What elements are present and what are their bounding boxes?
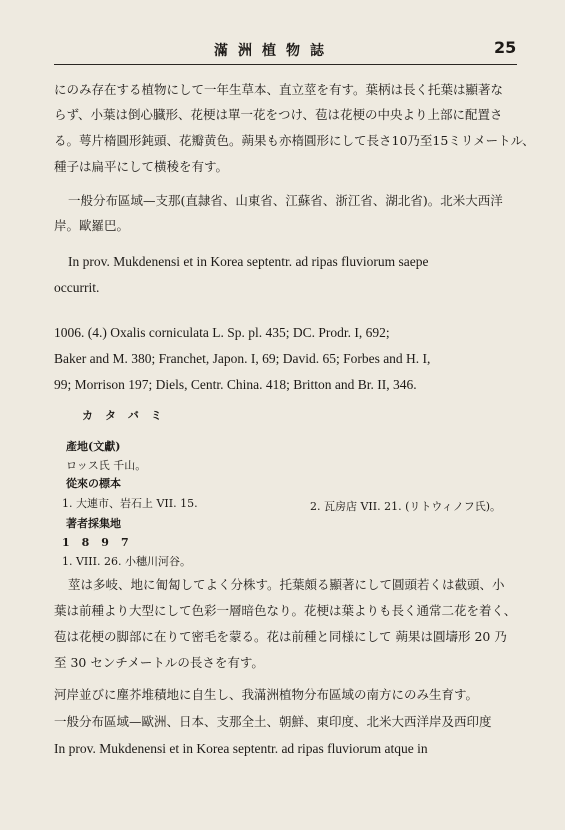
habitat-line: 河岸並びに塵芥堆積地に自生し、我滿洲植物分布區域の南方にのみ生育す。 (54, 687, 479, 702)
para1-line-2: らず、小葉は倒心臓形、花梗は單一花をつけ、苞は花梗の中央より上部に配置さ (54, 107, 503, 122)
page-number: 25 (494, 38, 517, 57)
para2-line-3: 苞は花梗の脚部に在りて密毛を蒙る。花は前種と同様にして 蒴果は圓壔形 20 乃 (54, 629, 507, 644)
specimen-1: 1. 大連市、岩石上 VII. 15. (62, 497, 198, 510)
dist1-line-1: 一般分布區域—支那(直隷省、山東省、江蘇省、浙江省、湖北省)。北米大西洋 (68, 193, 503, 208)
para2-line-4: 至 30 センチメートルの長さを有す。 (54, 655, 264, 670)
header-rule (54, 64, 517, 65)
para1-line-1: にのみ存在する植物にして一年生草本、直立莖を有す。葉柄は長く托葉は顯著な (54, 82, 504, 97)
page-header (0, 36, 565, 60)
para1-line-3: る。萼片楕圓形鈍頭、花瓣黄色。蒴果も亦楕圓形にして長さ10乃至15ミリメートル、 (54, 133, 535, 148)
japanese-name: カタバミ (82, 409, 174, 422)
dist1-line-2: 岸。歐羅巴。 (54, 218, 130, 233)
running-title: 滿洲植物誌 (214, 43, 334, 59)
para1-line-4: 種子は扁平にして横稜を有す。 (54, 159, 229, 174)
localities-heading: 產地(文獻) (66, 440, 121, 453)
latin2-line: In prov. Mukdenensi et in Korea septentr. ad ripas fluviorum atque in (54, 741, 428, 756)
collected-1: 1. VIII. 26. 小穗川河谷。 (62, 555, 191, 568)
para2-line-1: 莖は多岐、地に匍匐してよく分株す。托葉頗る顯著にして圓頭若くは截頭、小 (68, 577, 505, 592)
dist2-line: 一般分布區域—歐洲、日本、支那全土、朝鮮、東印度、北米大西洋岸及西印度 (54, 714, 492, 729)
collected-heading: 著者採集地 (66, 517, 121, 530)
collection-year: 1897 (62, 536, 141, 549)
localities-text: ロッス氏 千山。 (66, 459, 147, 472)
entry-line-2: Baker and M. 380; Franchet, Japon. I, 69; David. 65; Forbes and H. I, (54, 351, 431, 366)
latin1-line-1: In prov. Mukdenensi et in Korea septentr. ad ripas fluviorum saepe (68, 254, 429, 269)
para2-line-2: 葉は前種より大型にして色彩一層暗色なり。花梗は葉よりも長く通常二花を着く、 (54, 603, 517, 618)
specimens-heading: 從來の標本 (66, 477, 121, 490)
entry-line-3: 99; Morrison 197; Diels, Centr. China. 418; Britton and Br. II, 346. (54, 377, 417, 392)
latin1-line-2: occurrit. (54, 280, 100, 295)
specimen-2: 2. 瓦房店 VII. 21. (リトウィノフ氏)。 (310, 500, 502, 513)
entry-line-1: 1006. (4.) Oxalis corniculata L. Sp. pl. 435; DC. Prodr. I, 692; (54, 325, 390, 340)
